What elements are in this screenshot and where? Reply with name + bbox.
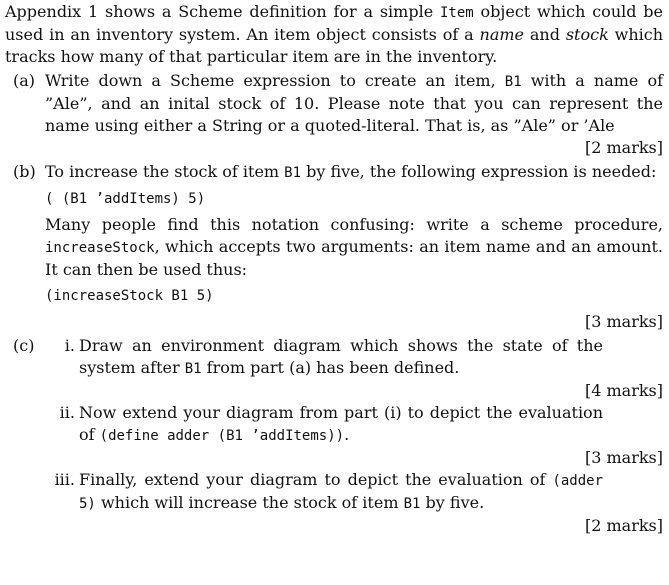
part-c-iii-text-3: by five.	[420, 493, 485, 512]
define-adder-code: (define adder (B1 ’addItems))	[99, 428, 345, 444]
stock-term: stock	[565, 25, 609, 44]
part-c-i	[5, 335, 663, 402]
part-a-text	[45, 70, 663, 137]
b1-code: B1	[504, 74, 522, 90]
b1-code: B1	[184, 361, 202, 377]
intro-text-1: Appendix 1 shows a Scheme definition for a simple	[5, 2, 440, 21]
part-b-marks: [3 marks]	[584, 312, 663, 331]
part-b-text-1b: by five, the following expression is needed:	[301, 162, 657, 181]
question-page	[5, 1, 663, 537]
part-a-text-1: Write down a Scheme expression to create an item,	[45, 71, 505, 90]
part-a-text-2: with a name of ”Ale”, and an inital stock of 10. Please note that you can represent the name using either a String or a quoted-literal. That is, as ”Ale” or ’Ale	[45, 71, 664, 135]
part-a-label: (a)	[13, 71, 36, 90]
adder-code: (adder 5)	[79, 473, 603, 512]
part-b	[5, 161, 663, 333]
part-c-i-marks: [4 marks]	[584, 381, 663, 400]
part-b-body	[45, 161, 663, 307]
part-b-text-1	[45, 161, 663, 184]
part-c-label: (c)	[13, 336, 35, 355]
part-c-iii-text-2: which will increase the stock of item	[95, 493, 404, 512]
intro-paragraph	[5, 1, 663, 68]
part-c-iii-label: iii.	[54, 470, 75, 489]
b1-code: B1	[403, 496, 421, 512]
part-c-ii	[5, 402, 663, 469]
part-c-ii-text-2: .	[344, 425, 350, 444]
part-c-iii-text-1: Finally, extend your diagram to depict the evaluation of	[79, 470, 553, 489]
part-a	[5, 70, 663, 159]
part-c-i-text-2: from part (a) has been defined.	[201, 358, 460, 377]
part-c-iii-marks: [2 marks]	[584, 516, 663, 535]
intro-text-2: object which could be used in an inventory system. An item object consists of a	[5, 2, 664, 44]
part-b-text-2b: , which accepts two arguments: an item name and an amount. It can then be used thus:	[45, 237, 663, 279]
part-c	[5, 335, 663, 537]
name-term: name	[479, 25, 524, 44]
increase-stock-code: increaseStock	[45, 240, 155, 256]
intro-text-4: which tracks how many of that particular item are in the inventory.	[5, 25, 664, 66]
part-c-i-label: i.	[64, 336, 75, 355]
part-c-ii-label: ii.	[59, 403, 75, 422]
part-c-iii	[5, 469, 663, 537]
item-code: Item	[439, 5, 474, 21]
part-b-label: (b)	[13, 162, 36, 181]
part-c-i-text-1: Draw an environment diagram which shows the state of the system after	[79, 336, 603, 377]
part-a-marks: [2 marks]	[584, 138, 663, 157]
code-increase-stock: (increaseStock B1 5)	[45, 288, 214, 304]
intro-text-3: and	[524, 25, 566, 44]
code-add-items: ( (B1 ’addItems) 5)	[45, 191, 206, 207]
part-c-ii-text	[79, 402, 603, 447]
part-b-text-2a: Many people find this notation confusing: write a scheme procedure,	[45, 215, 663, 234]
part-c-iii-text	[79, 469, 603, 515]
part-b-text-2	[45, 214, 663, 281]
part-c-i-text	[79, 335, 603, 380]
part-c-ii-text-1: Now extend your diagram from part (i) to depict the evaluation of	[79, 403, 603, 444]
part-c-ii-marks: [3 marks]	[584, 448, 663, 467]
part-b-text-1a: To increase the stock of item	[45, 162, 285, 181]
b1-code: B1	[284, 165, 302, 181]
